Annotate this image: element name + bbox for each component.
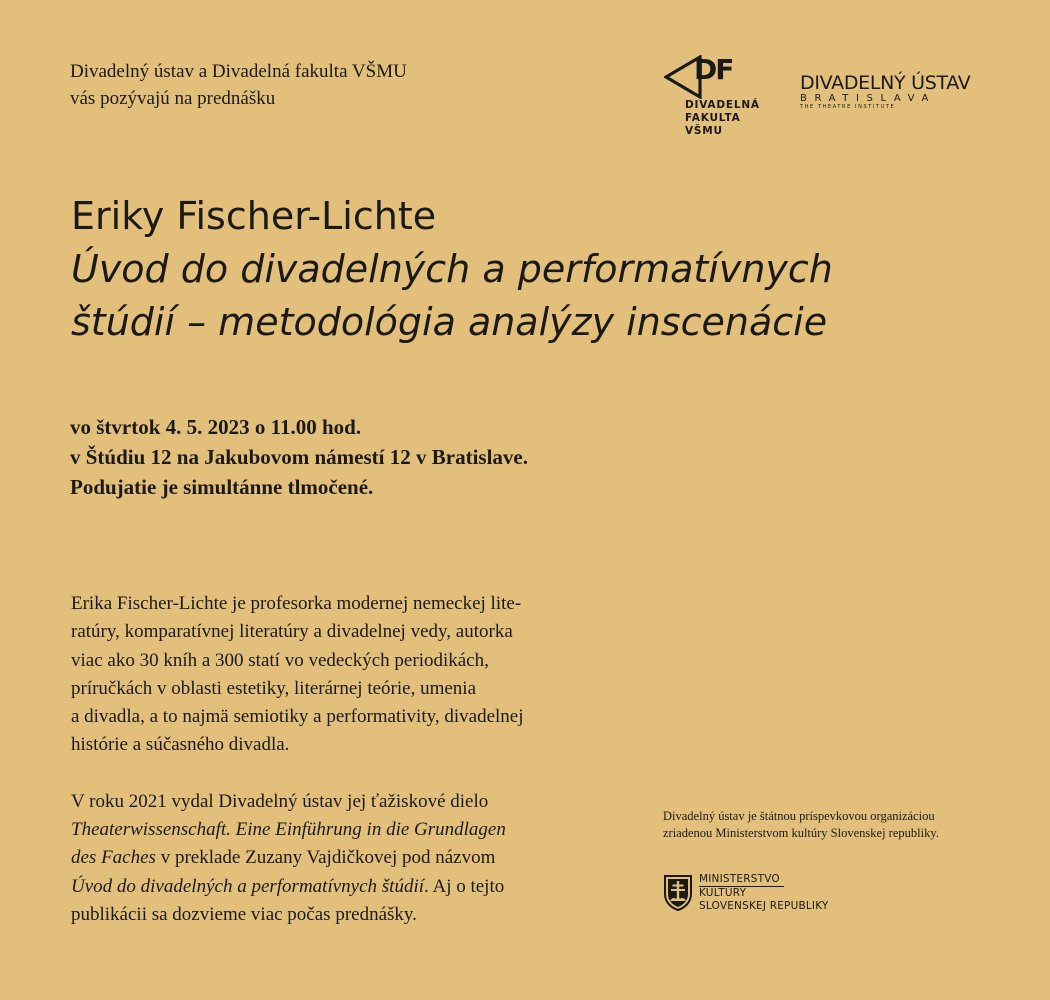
invite-line-organizers: Divadelný ústav a Divadelná fakulta VŠMU (70, 61, 407, 82)
translation-note: v preklade Zuzany Vajdičkovej pod názvom (155, 847, 496, 869)
du-logo-main: DIVADELNÝ ÚSTAV (800, 72, 971, 94)
event-date: vo štvrtok 4. 5. 2023 o 11.00 hod. (70, 415, 362, 439)
speaker-bio (71, 590, 524, 929)
event-place: v Štúdiu 12 na Jakubovom námestí 12 v Bratislave. (70, 445, 528, 469)
bio-line (71, 844, 524, 872)
divadelny-ustav-logo (800, 73, 970, 110)
df-logo-text (685, 99, 760, 138)
speaker-name: Eriky Fischer-Lichte (71, 194, 437, 238)
event-note: Podujatie je simultánne tlmočené. (70, 475, 374, 499)
invite-line-invite: vás pozývajú na prednášku (70, 88, 276, 109)
du-logo-city: BRATISLAVA (800, 93, 936, 104)
lecture-title-line-1: Úvod do divadelných a performatívnych (71, 247, 833, 291)
df-logo-letters: DF (694, 53, 733, 86)
bio-line (71, 816, 524, 844)
df-vsmu-logo (664, 55, 774, 140)
org-note-line-1: Divadelný ústav je štátnou príspevkovou organizáciou (663, 809, 935, 823)
book-title-sk: Úvod do divadelných a performatívnych štúdií (71, 875, 425, 897)
paragraph-gap (71, 760, 524, 788)
bio-line: príručkách v oblasti estetiky, literárnej teórie, umenia (71, 677, 477, 699)
lecture-title-line-2: štúdií – metodológia analýzy inscenácie (71, 300, 828, 344)
invitation-intro (70, 58, 407, 112)
bio-line: Erika Fischer-Lichte je profesorka modernej nemeckej lite- (71, 593, 522, 614)
df-logo-line-3: VŠMU (685, 125, 723, 137)
event-details (70, 412, 528, 502)
ministry-line-1: MINISTERSTVO (699, 873, 784, 887)
ministry-text (699, 873, 829, 913)
ministry-of-culture-logo (663, 873, 863, 918)
df-logo-line-1: DIVADELNÁ (685, 99, 760, 111)
slovak-coat-of-arms-icon (663, 874, 693, 912)
bio-line: histórie a súčasného divadla. (71, 734, 290, 756)
book-title-de-part1: Theaterwissenschaft. Eine Einführung in die Grundlagen (71, 819, 506, 841)
organization-note (663, 808, 939, 842)
org-note-line-2: zriadenou Ministerstvom kultúry Slovenskej republiky. (663, 826, 939, 840)
bio-line (71, 873, 524, 901)
book-title-de-part2: des Faches (71, 847, 156, 869)
lecture-headline (71, 190, 833, 349)
bio-line: publikácii sa dozvieme viac počas prednášky. (71, 903, 417, 925)
bio-line-rest: . Aj o tejto (424, 875, 505, 897)
ministry-line-3: SLOVENSKEJ REPUBLIKY (699, 900, 829, 912)
ministry-line-2: KULTÚRY (699, 887, 747, 899)
df-logo-line-2: FAKULTA (685, 112, 741, 124)
bio-line: ratúry, komparatívnej literatúry a divadelnej vedy, autorka (71, 621, 513, 643)
bio-line: a divadla, a to najmä semiotiky a performativity, divadelnej (71, 706, 524, 728)
bio-line: V roku 2021 vydal Divadelný ústav jej ťažiskové dielo (71, 790, 489, 812)
bio-line: viac ako 30 kníh a 300 statí vo vedeckých periodikách, (71, 649, 489, 671)
du-logo-sub: THE THEATRE INSTITUTE (800, 104, 896, 110)
